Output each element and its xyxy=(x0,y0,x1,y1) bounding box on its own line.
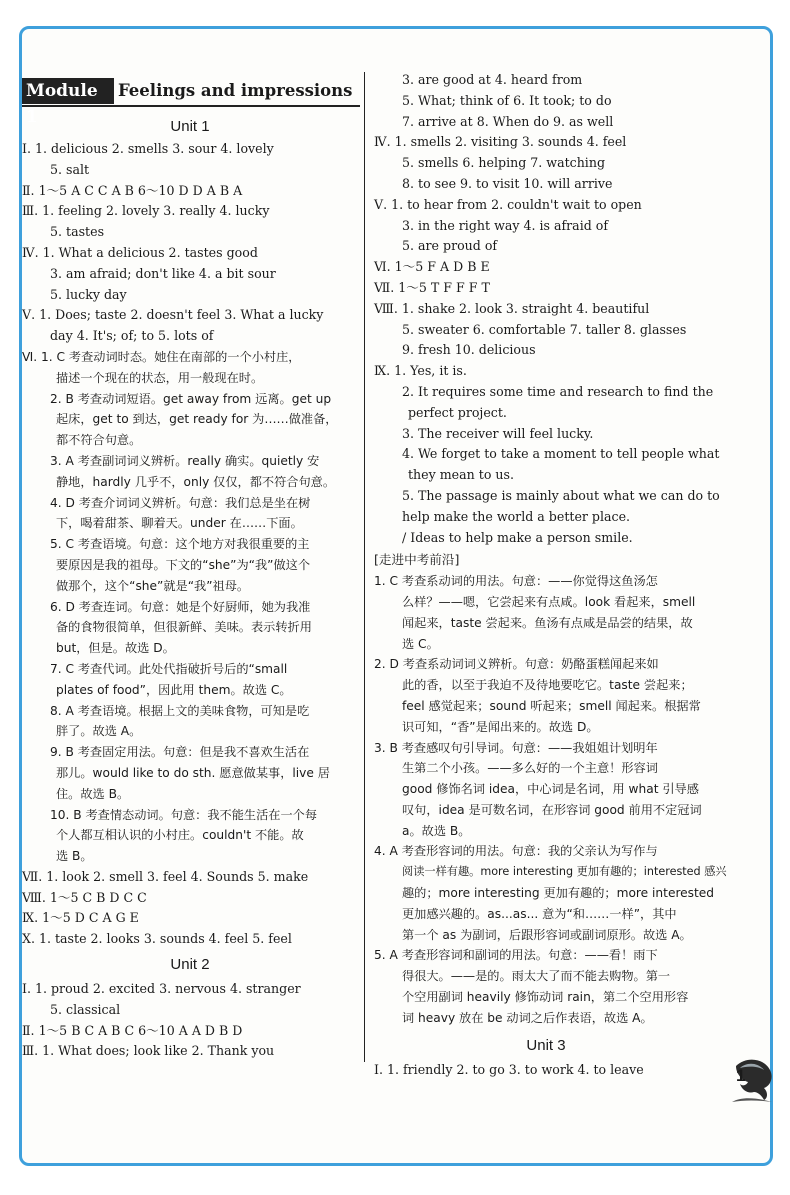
explanation-line: 2. D 考查系动词词义辨析。句意：奶酪蛋糕闻起来如 xyxy=(374,657,659,672)
explanation-line: 7. C 考查代词。此处代指破折号后的“small xyxy=(50,661,288,676)
answer-line: 5. sweater 6. comfortable 7. taller 8. glasses xyxy=(402,321,687,337)
explanation-line: 个空用副词 heavily 修饰动词 rain，第二个空用形容 xyxy=(402,990,689,1005)
explanation-line: 住。故选 B。 xyxy=(56,786,130,801)
explanation-line: 备的食物很简单，但很新鲜、美味。表示转折用 xyxy=(56,620,312,635)
explanation-line: 此的香，以至于我迫不及待地要吃它。taste 尝起来； xyxy=(402,678,693,693)
explanation-line: 胖了。故选 A。 xyxy=(56,724,142,739)
explanation-line: 生第二个小孩。——多么好的一个主意！形容词 xyxy=(402,761,658,776)
section-bracket-title: [走进中考前沿] xyxy=(374,552,460,568)
explanation-line: 阅读一样有趣。more interesting 更加有趣的；interested 感兴 xyxy=(402,865,727,879)
answer-line: day 4. It's; of; to 5. lots of xyxy=(50,328,214,344)
explanation-line: 都不符合句意。 xyxy=(56,433,142,448)
answer-line: Ⅲ. 1. What does; look like 2. Thank you xyxy=(22,1043,275,1059)
explanation-line: 更加感兴趣的。as...as... 意为“和……一样”，其中 xyxy=(402,906,677,921)
answer-line: 3. in the right way 4. is afraid of xyxy=(402,217,609,233)
explanation-line: 趣的；more interesting 更加有趣的；more interested xyxy=(402,886,715,901)
answer-line: Ⅴ. 1. Does; taste 2. doesn't feel 3. What a lucky xyxy=(22,307,324,323)
answer-line: Ⅹ. 1. taste 2. looks 3. sounds 4. feel 5. feel xyxy=(22,931,292,947)
answer-line: Ⅸ. 1. Yes, it is. xyxy=(374,363,467,379)
answer-line: help make the world a better place. xyxy=(402,508,631,524)
answer-line: 5. salt xyxy=(50,161,90,177)
answer-line: Ⅳ. 1. What a delicious 2. tastes good xyxy=(22,244,258,260)
answer-line: 3. are good at 4. heard from xyxy=(402,72,583,87)
explanation-line: 2. B 考查动词短语。get away from 远离。get up xyxy=(50,391,332,406)
explanation-line: 个人都互相认识的小村庄。couldn't 不能。故 xyxy=(56,828,304,843)
left-column xyxy=(22,114,358,1062)
module-tag: Module 1 xyxy=(22,78,114,104)
explanation-line: 9. B 考查固定用法。句意：但是我不喜欢生活在 xyxy=(50,745,310,760)
explanation-line: a。故选 B。 xyxy=(402,823,471,838)
explanation-line: 4. A 考查形容词的用法。句意：我的父亲认为写作与 xyxy=(374,844,658,859)
explanation-line: 起床，get to 到达，get ready for 为……做准备， xyxy=(56,412,338,427)
answer-line: 4. We forget to take a moment to tell people what xyxy=(402,446,720,462)
answer-line: 9. fresh 10. delicious xyxy=(402,342,536,358)
explanation-line: 5. C 考查语境。句意：这个地方对我很重要的主 xyxy=(50,537,310,552)
answer-line: 5. are proud of xyxy=(402,238,498,254)
explanation-line: plates of food”，因此用 them。故选 C。 xyxy=(56,682,292,697)
explanation-line: 描述一个现在的状态，用一般现在时。 xyxy=(56,370,264,385)
explanation-line: 那儿。would like to do sth. 愿意做某事，live 居 xyxy=(56,765,330,780)
explanation-line: 3. A 考查副词词义辨析。really 确实。quietly 安 xyxy=(50,453,320,468)
explanation-line: feel 感觉起来；sound 听起来；smell 闻起来。根据常 xyxy=(402,698,701,713)
answer-line: Ⅱ. 1～5 A C C A B 6～10 D D A B A xyxy=(22,182,243,198)
explanation-line: 1. C 考查系动词的用法。句意：——你觉得这鱼汤怎 xyxy=(374,574,658,589)
explanation-line: 5. A 考查形容词和副词的用法。句意：——看！雨下 xyxy=(374,948,658,963)
explanation-line: 下，喝着甜茶、聊着天。under 在……下面。 xyxy=(56,516,303,531)
answer-line: 7. arrive at 8. When do 9. as well xyxy=(402,113,614,129)
module-rule xyxy=(22,105,360,107)
answer-line: 5. tastes xyxy=(50,224,105,240)
explanation-line: 10. B 考查情态动词。句意：我不能生活在一个每 xyxy=(50,807,318,822)
answer-line: they mean to us. xyxy=(408,467,514,483)
explanation-line: 静地，hardly 几乎不，only 仅仅，都不符合句意。 xyxy=(56,474,336,489)
column-divider xyxy=(364,72,365,1062)
explanation-line: 8. A 考查语境。根据上文的美味食物，可知是吃 xyxy=(50,703,310,718)
right-column xyxy=(374,70,727,1080)
explanation-line: 要原因是我的祖母。下文的“she”为“我”做这个 xyxy=(56,557,311,572)
explanation-line: 3. B 考查感叹句引导词。句意：——我姐姐计划明年 xyxy=(374,740,658,755)
page-number: 1 xyxy=(736,1066,746,1085)
answer-line: Ⅷ. 1. shake 2. look 3. straight 4. beautiful xyxy=(374,300,650,316)
answer-line: Ⅶ. 1～5 T F F F T xyxy=(374,279,490,295)
explanation-line: Ⅵ. 1. C 考查动词时态。她住在南部的一个小村庄， xyxy=(22,349,301,364)
answer-line: Ⅱ. 1～5 B C A B C 6～10 A A D B D xyxy=(22,1022,243,1038)
explanation-line: 做那个，这个“she”就是“我”祖母。 xyxy=(56,578,250,593)
answer-line: Ⅷ. 1～5 C B D C C xyxy=(22,889,147,905)
explanation-line: 么样？——嗯，它尝起来有点咸。look 看起来，smell xyxy=(402,594,696,609)
answer-line: 5. lucky day xyxy=(50,286,127,302)
answer-line: Ⅸ. 1～5 D C A G E xyxy=(22,910,139,926)
answer-line: Ⅲ. 1. feeling 2. lovely 3. really 4. lucky xyxy=(22,203,270,219)
answer-line: 3. The receiver will feel lucky. xyxy=(402,425,594,441)
answer-line: 3. am afraid; don't like 4. a bit sour xyxy=(50,265,276,281)
unit2-title: Unit 2 xyxy=(170,956,210,974)
explanation-line: 叹句，idea 是可数名词，在形容词 good 前用不定冠词 xyxy=(402,802,702,817)
answer-line: Ⅰ. 1. friendly 2. to go 3. to work 4. to leave xyxy=(374,1061,644,1077)
explanation-line: good 修饰名词 idea，中心词是名词，用 what 引导感 xyxy=(402,782,699,797)
explanation-line: 选 C。 xyxy=(402,636,439,651)
answer-line: 2. It requires some time and research to find the xyxy=(402,383,714,399)
answer-line: 5. The passage is mainly about what we can do to xyxy=(402,487,720,503)
explanation-line: 4. D 考查介词词义辨析。句意：我们总是坐在树 xyxy=(50,495,311,510)
answer-line: 5. classical xyxy=(50,1001,121,1017)
module-title: Feelings and impressions xyxy=(118,81,353,100)
explanation-line: 得很大。——是的。雨太大了而不能去购物。第一 xyxy=(402,969,671,984)
answer-line: 5. smells 6. helping 7. watching xyxy=(402,155,606,171)
explanation-line: 词 heavy 放在 be 动词之后作表语，故选 A。 xyxy=(402,1010,653,1025)
explanation-line: 选 B。 xyxy=(56,849,93,864)
answer-line: perfect project. xyxy=(408,404,507,420)
explanation-line: 6. D 考查连词。句意：她是个好厨师，她为我准 xyxy=(50,599,311,614)
answer-line: Ⅶ. 1. look 2. smell 3. feel 4. Sounds 5. make xyxy=(22,868,309,884)
answer-line: Ⅵ. 1～5 F A D B E xyxy=(374,259,490,275)
explanation-line: 第一个 as 为副词，后跟形容词或副词原形。故选 A。 xyxy=(402,927,692,942)
answer-line: Ⅰ. 1. delicious 2. smells 3. sour 4. lovely xyxy=(22,141,274,156)
answer-line: Ⅴ. 1. to hear from 2. couldn't wait to open xyxy=(374,196,642,212)
explanation-line: but，但是。故选 D。 xyxy=(56,641,175,656)
answer-line: / Ideas to help make a person smile. xyxy=(402,529,633,545)
unit3-title: Unit 3 xyxy=(526,1036,566,1054)
unit1-title: Unit 1 xyxy=(170,118,210,135)
explanation-line: 闻起来，taste 尝起来。鱼汤有点咸是品尝的结果，故 xyxy=(402,615,693,630)
answer-line: Ⅰ. 1. proud 2. excited 3. nervous 4. stranger xyxy=(22,981,301,997)
answer-line: 5. What; think of 6. It took; to do xyxy=(402,92,612,108)
answer-line: Ⅳ. 1. smells 2. visiting 3. sounds 4. feel xyxy=(374,134,627,150)
explanation-line: 识可知，“香”是闻出来的。故选 D。 xyxy=(402,719,599,734)
answer-line: 8. to see 9. to visit 10. will arrive xyxy=(402,175,613,191)
